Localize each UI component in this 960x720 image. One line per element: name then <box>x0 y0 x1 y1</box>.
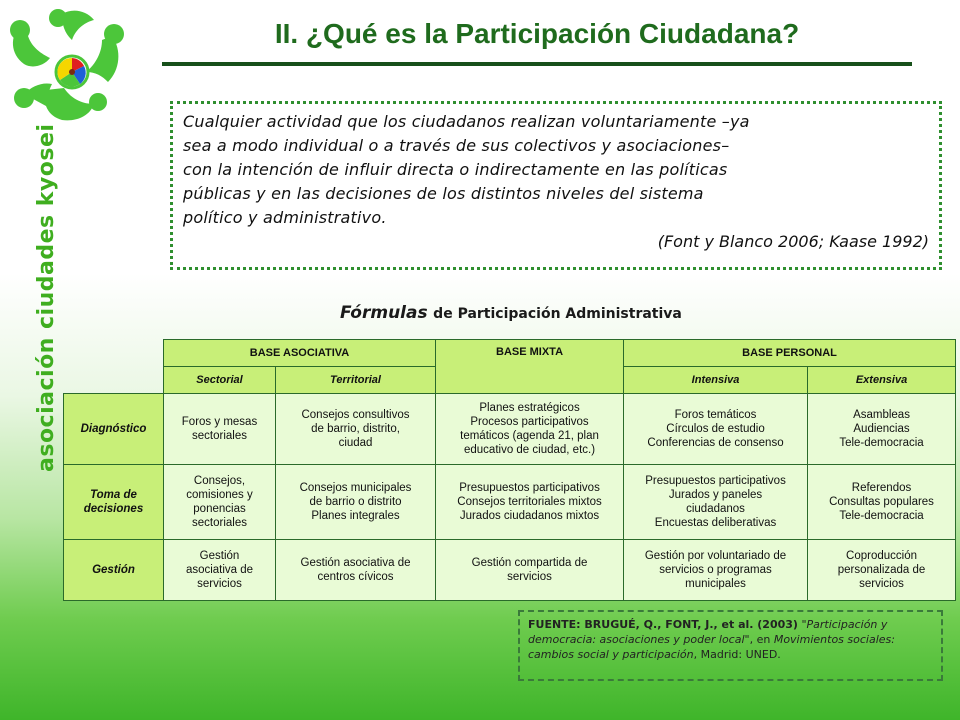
table-cell <box>276 465 436 540</box>
header-base-personal: BASE PERSONAL <box>624 340 956 367</box>
table-cell <box>624 465 808 540</box>
cell-line: servicios o programas <box>659 564 772 576</box>
definition-quote-box <box>170 101 942 270</box>
source-work: "Participación y democracia: asociaciones y poder local" <box>528 618 888 646</box>
kyosei-logo-icon <box>2 6 132 124</box>
cell-line: Tele-democracia <box>839 437 924 449</box>
table-title-part2: de Participación Administrativa <box>433 306 682 322</box>
source-box <box>518 610 943 681</box>
quote-line: político y administrativo. <box>183 208 387 227</box>
table-cell <box>808 465 956 540</box>
cell-line: centros cívicos <box>317 571 394 583</box>
cell-line: Asambleas <box>853 409 910 421</box>
table-title <box>340 303 682 323</box>
table-cell <box>624 540 808 601</box>
cell-line: de barrio o distrito <box>309 496 402 508</box>
table-row <box>64 540 956 601</box>
table-cell <box>624 394 808 465</box>
table-cell <box>808 394 956 465</box>
table-header-row <box>64 340 956 367</box>
quote-line: Cualquier actividad que los ciudadanos realizan voluntariamente –ya <box>183 112 750 131</box>
cell-line: personalizada de <box>837 564 926 576</box>
cell-line: Foros y mesas <box>181 416 258 428</box>
definition-text <box>183 110 929 230</box>
cell-line: Planes integrales <box>311 510 400 522</box>
cell-line: temáticos (agenda 21, plan <box>460 430 599 442</box>
quote-line: sea a modo individual o a través de sus colectivos y asociaciones– <box>183 136 730 155</box>
cell-line: Jurados ciudadanos mixtos <box>459 510 600 522</box>
cell-line: Audiencias <box>853 423 910 435</box>
cell-line: Consejos territoriales mixtos <box>457 496 602 508</box>
participation-formulas-table <box>63 339 956 601</box>
quote-line: con la intención de influir directa o indirectamente en las políticas <box>183 160 728 179</box>
title-underline <box>162 62 912 66</box>
quote-citation: (Font y Blanco 2006; Kaase 1992) <box>657 232 929 251</box>
table-title-part1: Fórmulas <box>340 303 428 323</box>
cell-line: servicios <box>197 578 242 590</box>
side-organization-name: asociación ciudades kyosei <box>34 123 59 472</box>
cell-line: ponencias <box>193 503 246 515</box>
header-base-mixta: BASE MIXTA <box>436 340 624 394</box>
header-base-asociativa: BASE ASOCIATIVA <box>164 340 436 367</box>
cell-line: Gestión asociativa de <box>300 557 411 569</box>
table-cell <box>276 394 436 465</box>
table-cell <box>436 540 624 601</box>
cell-line: Tele-democracia <box>839 510 924 522</box>
cell-line: Gestión por voluntariado de <box>644 550 787 562</box>
table-cell <box>276 540 436 601</box>
empty-corner <box>64 340 164 367</box>
cell-line: Consultas populares <box>829 496 934 508</box>
cell-line: Presupuestos participativos <box>645 475 786 487</box>
cell-line: Círculos de estudio <box>666 423 765 435</box>
cell-line: de barrio, distrito, <box>311 423 400 435</box>
cell-line: asociativa de <box>185 564 254 576</box>
cell-line: Procesos participativos <box>470 416 589 428</box>
cell-line: ciudadanos <box>686 503 745 515</box>
table-cell <box>164 465 276 540</box>
source-label: FUENTE: BRUGUÉ, Q., FONT, J., et al. (2003) <box>528 618 798 631</box>
cell-line: municipales <box>685 578 746 590</box>
subheader-extensiva: Extensiva <box>808 367 956 394</box>
row-label-gestion: Gestión <box>64 540 164 601</box>
cell-line: educativo de ciudad, etc.) <box>463 444 596 456</box>
cell-line: Encuestas deliberativas <box>654 517 777 529</box>
source-in: , en <box>749 633 771 646</box>
subheader-intensiva: Intensiva <box>624 367 808 394</box>
cell-line: Referendos <box>851 482 912 494</box>
cell-line: Presupuestos participativos <box>459 482 600 494</box>
quote-line: públicas y en las decisiones de los distintos niveles del sistema <box>183 184 704 203</box>
table-cell <box>436 465 624 540</box>
row-label-toma-de-decisiones: Toma de decisiones <box>64 465 164 540</box>
cell-line: Consejos consultivos <box>301 409 410 421</box>
source-book: Movimientos sociales: cambios social y participación <box>528 633 895 661</box>
row-label-diagnostico: Diagnóstico <box>64 394 164 465</box>
table-row <box>64 394 956 465</box>
cell-line: Consejos, <box>193 475 246 487</box>
subheader-sectorial: Sectorial <box>164 367 276 394</box>
cell-line: Consejos municipales <box>299 482 412 494</box>
cell-line: Planes estratégicos <box>479 402 580 414</box>
empty-corner <box>64 367 164 394</box>
cell-line: Foros temáticos <box>674 409 757 421</box>
table-cell <box>808 540 956 601</box>
cell-line: Jurados y paneles <box>668 489 763 501</box>
cell-line: sectoriales <box>192 430 247 442</box>
table-cell <box>164 540 276 601</box>
cell-line: Gestión <box>199 550 240 562</box>
table-cell <box>436 394 624 465</box>
cell-line: Conferencias de consenso <box>647 437 784 449</box>
cell-line: servicios <box>507 571 552 583</box>
subheader-territorial: Territorial <box>276 367 436 394</box>
cell-line: ciudad <box>338 437 373 449</box>
cell-line: comisiones y <box>186 489 253 501</box>
cell-line: Gestión compartida de <box>471 557 588 569</box>
table-row <box>64 465 956 540</box>
cell-line: sectoriales <box>192 517 247 529</box>
page-title: II. ¿Qué es la Participación Ciudadana? <box>274 18 800 49</box>
table-cell <box>164 394 276 465</box>
source-publisher: , Madrid: UNED. <box>693 648 781 661</box>
cell-line: servicios <box>859 578 904 590</box>
cell-line: Coproducción <box>846 550 917 562</box>
